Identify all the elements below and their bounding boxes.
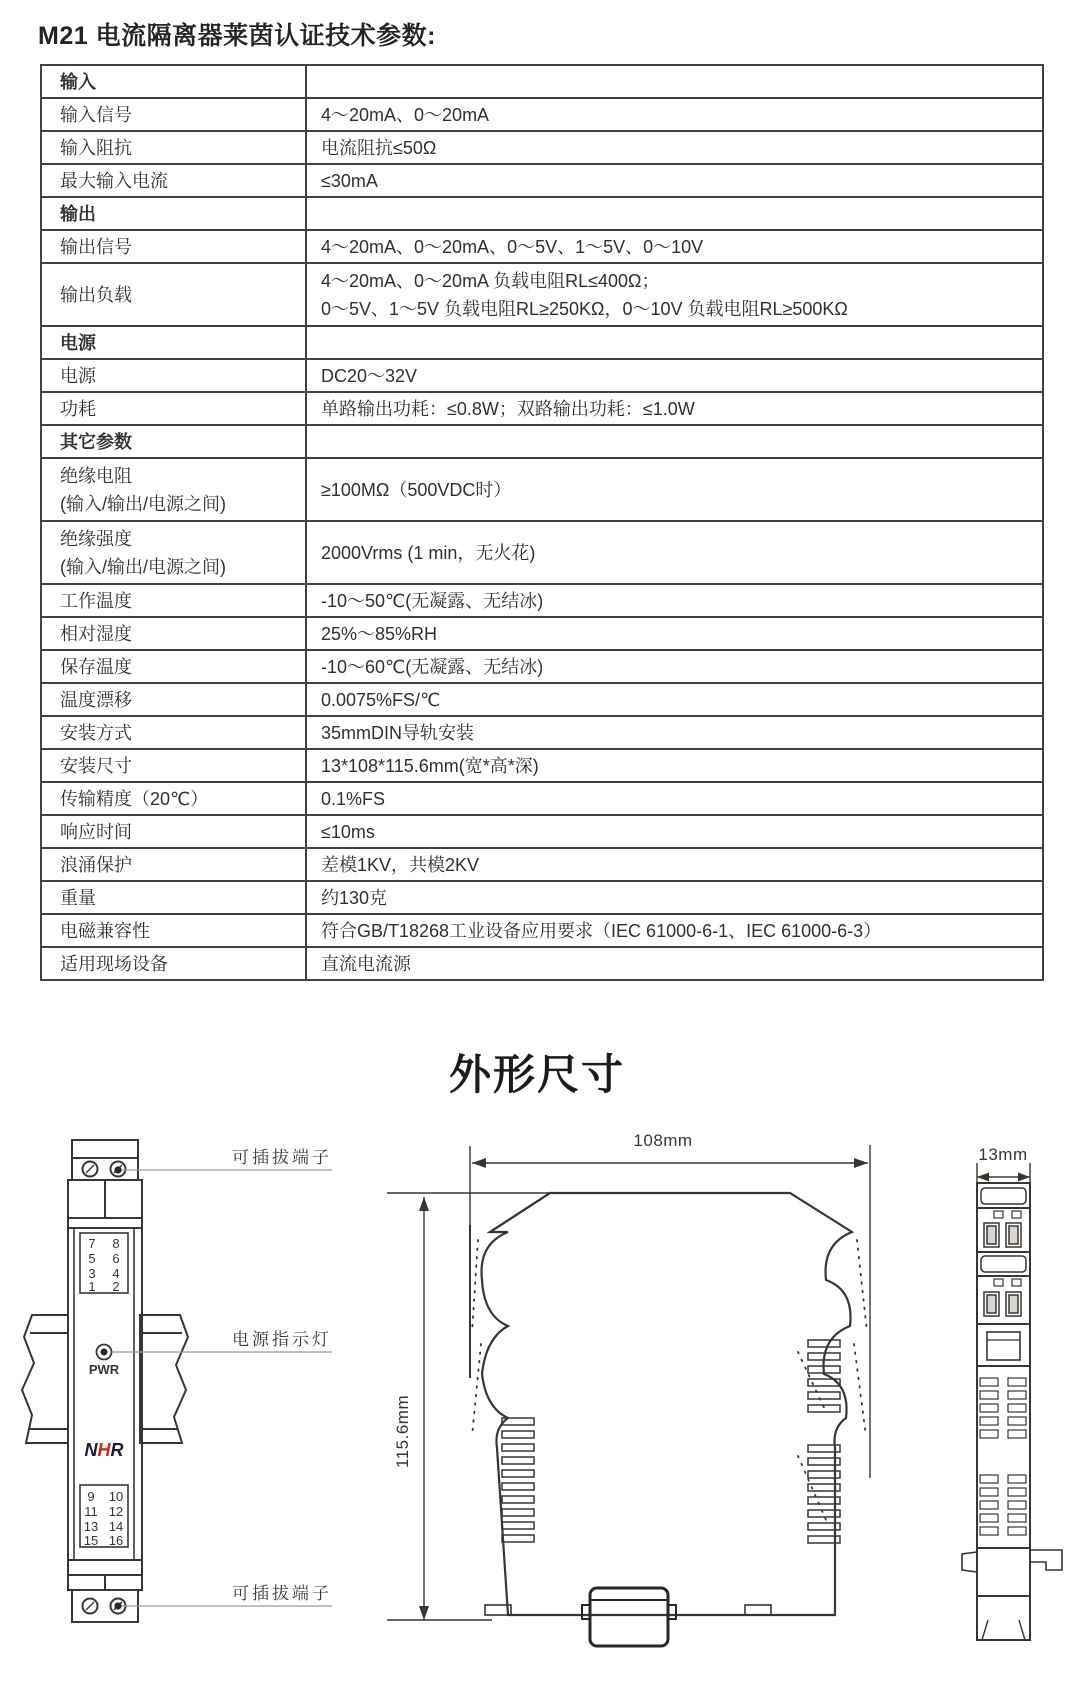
param-name-cell: 响应时间 [42,816,307,847]
param-name-cell: 电源 [42,360,307,391]
module-face [74,1228,134,1560]
param-name-cell: 绝缘强度 (输入/输出/电源之间) [42,522,307,583]
terminal-number: 15 [83,1533,99,1548]
bottom-connector [590,1588,668,1646]
param-value-cell: -10～50℃(无凝露、无结冰) [321,590,544,611]
module-profile [482,1193,852,1615]
table-row [42,616,1042,649]
param-name-cell: 电磁兼容性 [42,915,307,946]
table-row [42,748,1042,781]
param-name-cell: 安装方式 [42,717,307,748]
terminal-number: 11 [84,1504,98,1519]
param-value-cell [307,426,1042,457]
brand-logo: NHR [84,1440,124,1460]
table-row [42,781,1042,814]
table-row [42,946,1042,979]
param-name-cell: 输入 [42,66,307,97]
width-dimension: 108mm [633,1131,693,1150]
param-name-cell: 温度漂移 [42,684,307,715]
terminal-number: 3 [88,1266,96,1281]
param-value-cell: 约130克 [321,887,388,908]
table-row [42,682,1042,715]
table-section-row [42,424,1042,457]
table-row [42,880,1042,913]
table-row [42,520,1042,583]
terminal-number: 10 [108,1489,124,1504]
din-rail-left [22,1315,68,1443]
param-value-cell: 差模1KV，共模2KV [321,854,480,875]
table-row [42,649,1042,682]
param-name-cell: 保存温度 [42,651,307,682]
front-view-drawing [20,1085,350,1645]
table-row [42,262,1042,325]
param-name-cell: 输入信号 [42,99,307,130]
param-name-cell: 最大输入电流 [42,165,307,196]
rail-latch [987,1332,1020,1360]
param-value-cell: DC20～32V [321,365,418,386]
param-value-cell: 2000Vrms (1 min，无火花) [321,542,536,563]
table-row [42,913,1042,946]
param-name-cell: 相对湿度 [42,618,307,649]
param-value-cell: 35mmDIN导轨安装 [321,722,475,743]
param-name-cell: 功耗 [42,393,307,424]
table-row [42,583,1042,616]
terminal-number: 12 [108,1504,124,1519]
param-value-cell [307,66,1042,97]
terminal-number: 2 [112,1279,120,1294]
param-name-cell: 适用现场设备 [42,948,307,979]
outline-dimensions-heading: 外形尺寸 [448,1051,625,1098]
module-body [68,1180,142,1590]
param-value-cell: ≤30mA [321,170,378,191]
terminal-number: 5 [88,1251,96,1266]
table-section-row [42,325,1042,358]
side-view-drawing [360,1100,880,1660]
table-row [42,229,1042,262]
param-name-cell: 安装尺寸 [42,750,307,781]
param-name-cell: 绝缘电阻 (输入/输出/电源之间) [42,459,307,520]
terminal-number: 7 [88,1236,96,1251]
table-row [42,457,1042,520]
table-section-row [42,196,1042,229]
terminal-number: 8 [112,1236,120,1251]
thickness-dimension: 13mm [978,1145,1028,1164]
param-name-cell: 输出负载 [42,264,307,325]
param-value-cell [307,327,1042,358]
param-name-cell: 重量 [42,882,307,913]
param-value-cell [307,198,1042,229]
page-title: M21 电流隔离器莱茵认证技术参数: [38,22,436,50]
terminal-number: 4 [112,1266,120,1281]
terminal-number: 14 [108,1519,124,1534]
param-value-cell: 4～20mA、0～20mA 负载电阻RL≤400Ω； 0～5V、1～5V 负载电阻RL≥250KΩ，0～10V 负载电阻RL≥500KΩ [321,270,848,319]
table-row [42,814,1042,847]
depth-dimension: 115.6mm [393,1394,412,1468]
param-name-cell: 浪涌保护 [42,849,307,880]
label-top-terminal: 可插拔端子 [232,1148,332,1167]
table-row [42,130,1042,163]
param-value-cell: ≤10ms [321,821,375,842]
terminal-number: 16 [108,1533,124,1548]
table-row [42,163,1042,196]
param-value-cell: 单路输出功耗：≤0.8W；双路输出功耗：≤1.0W [321,398,695,419]
param-value-cell: 电流阻抗≤50Ω [321,137,437,158]
param-value-cell: -10～60℃(无凝露、无结冰) [321,656,544,677]
terminal-number: 6 [112,1251,120,1266]
param-value-cell: 0.0075%FS/℃ [321,689,441,710]
label-bottom-terminal: 可插拔端子 [232,1584,332,1603]
top-terminal-block [72,1140,138,1180]
param-name-cell: 输入阻抗 [42,132,307,163]
param-value-cell: 4～20mA、0～20mA [321,104,490,125]
table-row [42,358,1042,391]
param-name-cell: 输出信号 [42,231,307,262]
table-row [42,97,1042,130]
param-value-cell: 4～20mA、0～20mA、0～5V、1～5V、0～10V [321,236,704,257]
table-section-row [42,66,1042,97]
spec-table [40,64,1044,981]
pwr-label: PWR [88,1362,120,1377]
table-row [42,847,1042,880]
param-name-cell: 其它参数 [42,426,307,457]
terminal-number: 1 [88,1279,96,1294]
param-value-cell: 0.1%FS [321,788,386,809]
param-name-cell: 输出 [42,198,307,229]
upper-terminal-box [80,1233,128,1293]
param-name-cell: 传输精度（20℃） [42,783,307,814]
param-value-cell: ≥100MΩ（500VDC时） [321,479,512,500]
terminal-number: 9 [87,1489,95,1504]
label-power-led: 电源指示灯 [232,1330,332,1349]
terminal-number: 13 [83,1519,99,1534]
param-value-cell: 25%～85%RH [321,623,438,644]
param-value-cell: 直流电流源 [321,953,411,974]
din-rail-right [140,1315,188,1443]
param-value-cell: 13*108*115.6mm(宽*高*深) [321,755,539,776]
param-name-cell: 工作温度 [42,585,307,616]
param-name-cell: 电源 [42,327,307,358]
table-row [42,391,1042,424]
table-row [42,715,1042,748]
param-value-cell: 符合GB/T18268工业设备应用要求（IEC 61000-6-1、IEC 61000-6-3） [321,920,882,941]
top-view-drawing [950,1100,1080,1660]
